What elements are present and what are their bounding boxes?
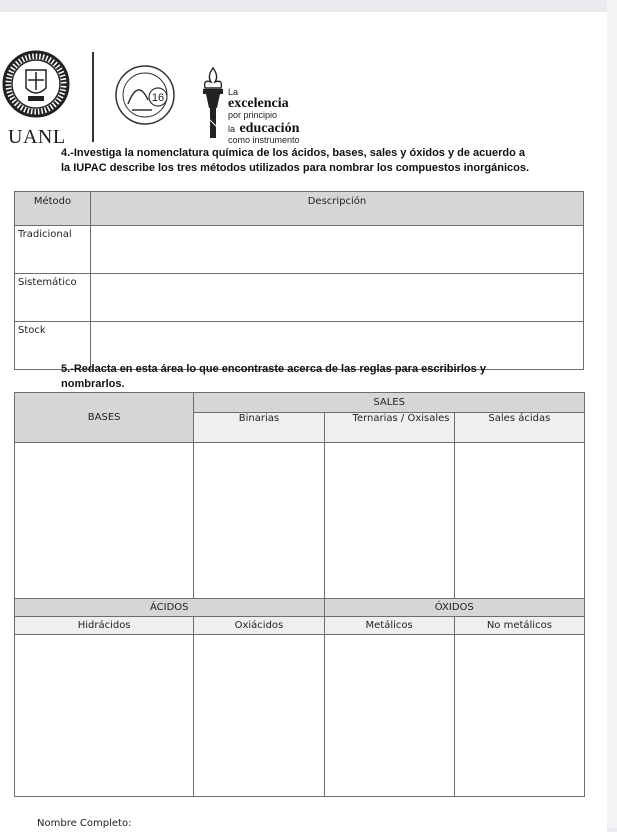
method-cell: Sistemático — [15, 274, 91, 322]
motto-line4b: educación — [239, 121, 300, 136]
seal-number: 16 — [151, 92, 165, 104]
anniversary-seal-logo — [114, 64, 176, 126]
lower-answer-row — [15, 635, 585, 797]
table-header-row — [15, 192, 584, 226]
uanl-crest-logo — [2, 50, 70, 118]
method-cell: Tradicional — [15, 226, 91, 274]
sales-acidas-header: Sales ácidas — [454, 413, 584, 443]
metalicos-answer-cell[interactable] — [324, 635, 454, 797]
torch-icon — [200, 66, 226, 142]
hidracidos-header: Hidrácidos — [15, 617, 194, 635]
description-header: Descripción — [91, 192, 584, 226]
scrollbar[interactable] — [607, 0, 617, 828]
acids-oxides-header-row — [15, 599, 585, 617]
motto-line4a: la — [228, 124, 236, 134]
question-4-title: 4.-Investiga la nomenclatura química de los ácidos, bases, sales y óxidos y de acuerdo a la IUPAC describe los tres métodos utilizados para nombrar los compuestos inorgánicos. — [61, 147, 530, 174]
binarias-header: Binarias — [194, 413, 324, 443]
method-header: Método — [15, 192, 91, 226]
question-5-title: 5.-Redacta en esta área lo que encontraste acerca de las reglas para escribirlos y nombrarlos. — [61, 363, 486, 390]
no-metalicos-answer-cell[interactable] — [454, 635, 584, 797]
ternarias-header: Ternarias / Oxisales — [324, 413, 454, 443]
bases-header: BASES — [15, 393, 194, 443]
binarias-answer-cell[interactable] — [194, 443, 324, 599]
acidos-header: ÁCIDOS — [15, 599, 325, 617]
methods-table — [14, 191, 584, 370]
description-cell[interactable] — [91, 226, 584, 274]
sales-header: SALES — [194, 393, 585, 413]
motto-line3: por principio — [228, 110, 278, 120]
acids-oxides-subheader-row — [15, 617, 585, 635]
table-row — [15, 274, 584, 322]
motto-line2: excelencia — [228, 96, 289, 111]
oxidos-header: ÓXIDOS — [324, 599, 584, 617]
document-page — [0, 12, 607, 832]
header-divider — [92, 52, 94, 142]
sales-acidas-answer-cell[interactable] — [454, 443, 584, 599]
method-cell: Stock — [15, 322, 91, 370]
hidracidos-answer-cell[interactable] — [15, 635, 194, 797]
upper-answer-row — [15, 443, 585, 599]
table-row — [15, 226, 584, 274]
metalicos-header: Metálicos — [324, 617, 454, 635]
oxiacidos-answer-cell[interactable] — [194, 635, 324, 797]
oxiacidos-header: Oxiácidos — [194, 617, 324, 635]
bases-answer-cell[interactable] — [15, 443, 194, 599]
motto-line1: La — [228, 87, 239, 97]
ternarias-answer-cell[interactable] — [324, 443, 454, 599]
description-cell[interactable] — [91, 274, 584, 322]
motto-line5: como instrumento — [228, 135, 300, 145]
compounds-table — [14, 392, 585, 797]
uanl-wordmark: UANL — [8, 126, 66, 148]
name-label: Nombre Completo: — [37, 818, 132, 829]
sales-header-row — [15, 393, 585, 413]
motto-text — [228, 88, 300, 145]
no-metalicos-header: No metálicos — [454, 617, 584, 635]
